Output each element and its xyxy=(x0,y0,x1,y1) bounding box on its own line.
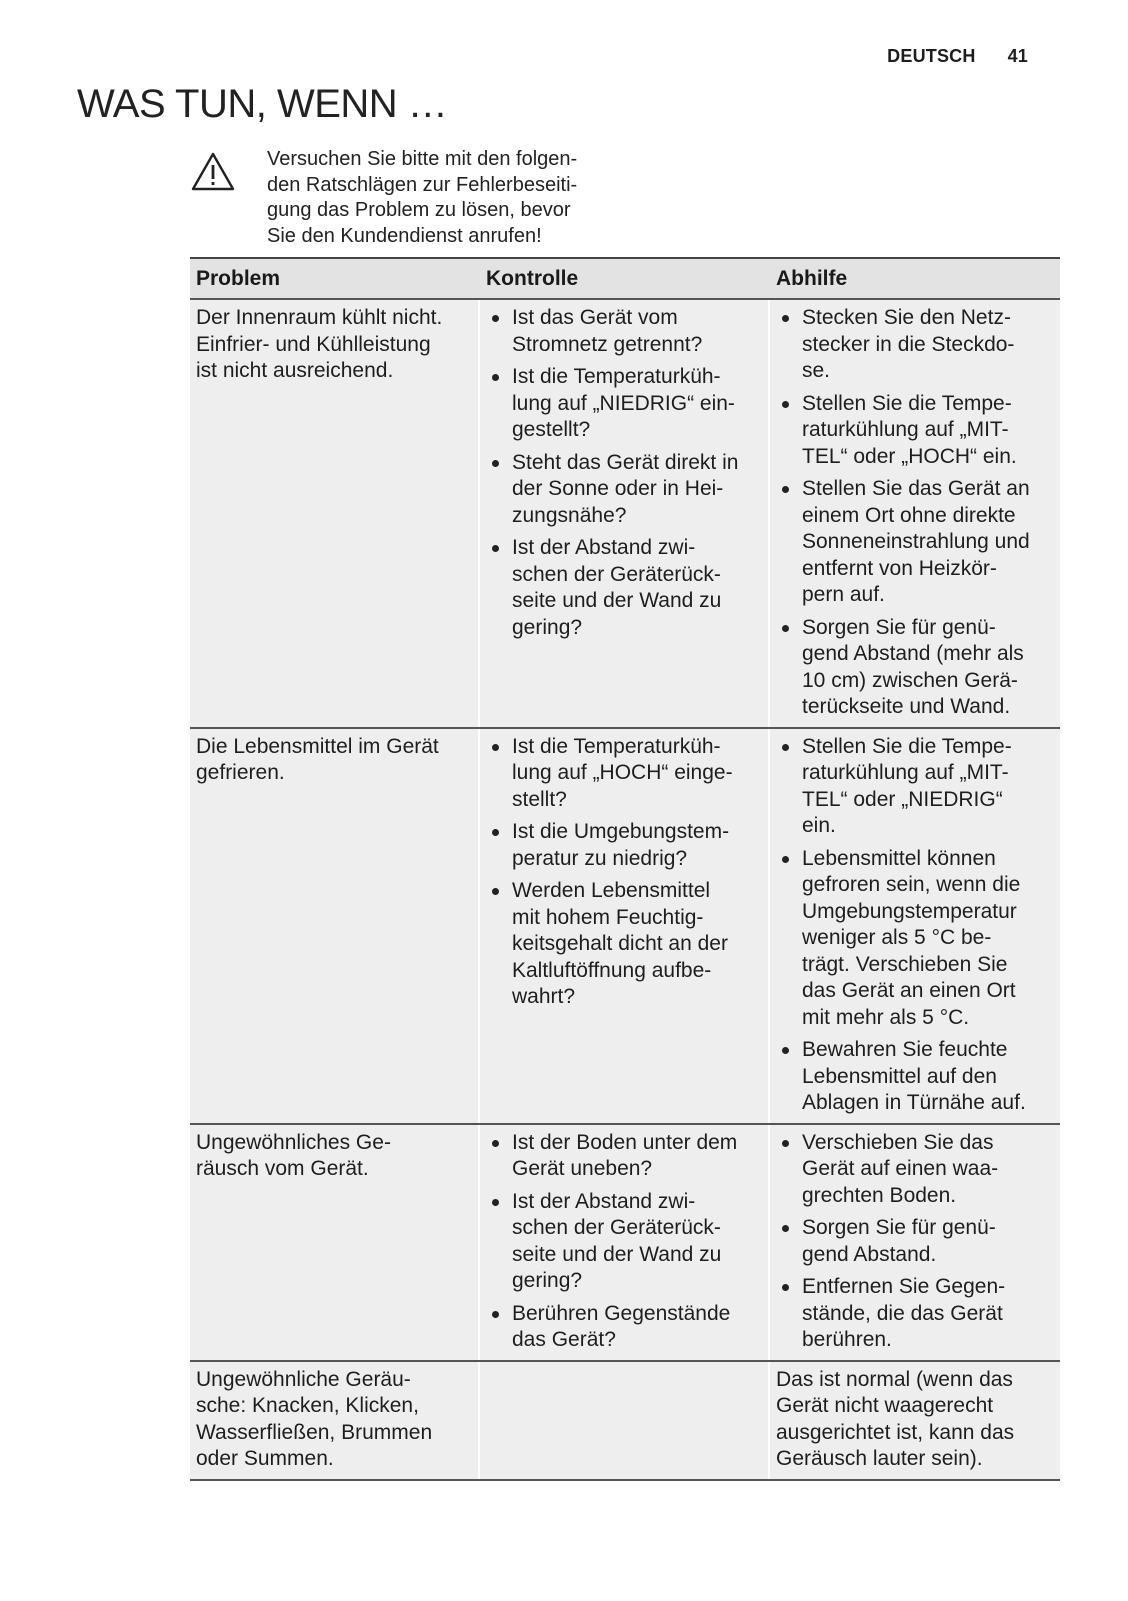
problem-line: Ungewöhnliches Ge- xyxy=(196,1130,391,1154)
abhilfe-bullet-item xyxy=(776,476,1054,609)
warning-line: Sie den Kundendienst anrufen! xyxy=(267,224,542,247)
bullet-line: Ist die Temperaturküh- xyxy=(512,365,721,388)
bullet-line: das Gerät? xyxy=(512,1328,616,1351)
bullet-line: Umgebungstemperatur xyxy=(802,899,1017,923)
problem-line: Ungewöhnliche Geräu- xyxy=(196,1367,411,1391)
kontrolle-bullet-item xyxy=(486,535,762,641)
bullet-line: der Sonne oder in Hei- xyxy=(512,477,724,500)
bullet-line: TEL“ oder „NIEDRIG“ xyxy=(802,787,1003,811)
bullet-line: TEL“ oder „HOCH“ ein. xyxy=(802,444,1017,468)
bullet-line: Verschieben Sie das xyxy=(802,1130,994,1154)
abhilfe-bullet-item xyxy=(776,391,1054,471)
bullet-line: Bewahren Sie feuchte xyxy=(802,1038,1008,1061)
bullet-line: gefroren sein, wenn die xyxy=(802,873,1021,896)
bullet-line: stecker in die Steckdo- xyxy=(802,332,1015,356)
abhilfe-line: ausgerichtet ist, kann das xyxy=(776,1420,1015,1444)
bullet-line: mit hohem Feuchtig- xyxy=(512,905,704,929)
problem-cell xyxy=(190,1125,480,1360)
bullet-line: berühren. xyxy=(802,1328,892,1351)
kontrolle-bullet-item xyxy=(486,305,762,358)
column-header-abhilfe: Abhilfe xyxy=(776,266,848,290)
page-number: 41 xyxy=(1007,46,1028,66)
bullet-line: einem Ort ohne direkte xyxy=(802,503,1016,527)
problem-line: räusch vom Gerät. xyxy=(196,1157,369,1180)
kontrolle-cell xyxy=(480,1125,770,1360)
column-header-kontrolle: Kontrolle xyxy=(486,266,579,290)
problem-cell xyxy=(190,729,480,1123)
bullet-line: ein. xyxy=(802,814,836,837)
bullet-line: Sorgen Sie für genü- xyxy=(802,1216,996,1239)
bullet-line: gend Abstand (mehr als xyxy=(802,642,1024,665)
abhilfe-bullet-item xyxy=(776,1130,1054,1210)
table-row xyxy=(190,1362,1060,1481)
abhilfe-cell xyxy=(770,1125,1060,1360)
troubleshooting-table xyxy=(190,257,1060,1481)
bullet-line: seite und der Wand zu xyxy=(512,589,722,612)
abhilfe-bullet-item xyxy=(776,734,1054,840)
bullet-line: Entfernen Sie Gegen- xyxy=(802,1275,1006,1298)
bullet-line: mit mehr als 5 °C. xyxy=(802,1005,970,1029)
bullet-line: raturkühlung auf „MIT- xyxy=(802,418,1009,441)
bullet-line: gend Abstand. xyxy=(802,1242,937,1266)
table-row xyxy=(190,300,1060,729)
bullet-line: gestellt? xyxy=(512,418,591,441)
kontrolle-bullet-item xyxy=(486,819,762,872)
bullet-line: Stellen Sie die Tempe- xyxy=(802,391,1012,415)
abhilfe-line: Geräusch lauter sein). xyxy=(776,1447,983,1470)
bullet-line: wahrt? xyxy=(512,985,576,1008)
bullet-line: gering? xyxy=(512,615,583,639)
bullet-line: Ist der Boden unter dem xyxy=(512,1130,738,1154)
bullet-line: Kaltluftöffnung aufbe- xyxy=(512,958,712,982)
bullet-line: Ist die Umgebungstem- xyxy=(512,820,730,843)
table-row xyxy=(190,729,1060,1125)
problem-cell xyxy=(190,300,480,727)
abhilfe-bullet-item xyxy=(776,1037,1054,1117)
abhilfe-bullet-item xyxy=(776,846,1054,1032)
bullet-line: Lebensmittel auf den xyxy=(802,1064,997,1088)
bullet-line: Ablagen in Türnähe auf. xyxy=(802,1091,1026,1114)
bullet-line: Stellen Sie die Tempe- xyxy=(802,734,1012,758)
abhilfe-bullet-item xyxy=(776,1215,1054,1268)
abhilfe-line: Das ist normal (wenn das xyxy=(776,1367,1013,1391)
warning-line: Versuchen Sie bitte mit den folgen- xyxy=(267,148,578,170)
bullet-line: Ist der Abstand zwi- xyxy=(512,1189,696,1213)
bullet-line: Sonneneinstrahlung und xyxy=(802,530,1030,553)
bullet-line: Steht das Gerät direkt in xyxy=(512,450,739,474)
warning-line: gung das Problem zu lösen, bevor xyxy=(267,199,571,221)
table-row xyxy=(190,1125,1060,1362)
problem-line: Wasserfließen, Brummen xyxy=(196,1420,433,1444)
bullet-line: terückseite und Wand. xyxy=(802,695,1011,718)
bullet-line: stellt? xyxy=(512,787,567,811)
problem-line: sche: Knacken, Klicken, xyxy=(196,1394,419,1417)
kontrolle-bullet-item xyxy=(486,878,762,1011)
warning-text xyxy=(267,147,612,249)
bullet-line: Berühren Gegenstände xyxy=(512,1301,731,1325)
bullet-line: gering? xyxy=(512,1269,583,1292)
bullet-line: seite und der Wand zu xyxy=(512,1242,722,1266)
bullet-line: entfernt von Heizkör- xyxy=(802,556,997,580)
bullet-line: Gerät auf einen waa- xyxy=(802,1157,999,1180)
language-label: DEUTSCH xyxy=(887,46,976,66)
bullet-line: das Gerät an einen Ort xyxy=(802,979,1016,1002)
kontrolle-cell xyxy=(480,300,770,727)
problem-line: Die Lebensmittel im Gerät xyxy=(196,734,439,758)
bullet-line: Ist die Temperaturküh- xyxy=(512,734,721,758)
kontrolle-cell xyxy=(480,729,770,1123)
bullet-line: Sorgen Sie für genü- xyxy=(802,615,996,639)
bullet-line: schen der Geräterück- xyxy=(512,1216,721,1239)
kontrolle-bullet-item xyxy=(486,1301,762,1354)
bullet-line: se. xyxy=(802,359,831,382)
abhilfe-bullet-item xyxy=(776,1274,1054,1354)
problem-line: gefrieren. xyxy=(196,761,285,784)
abhilfe-bullet-item xyxy=(776,615,1054,721)
problem-line: oder Summen. xyxy=(196,1447,334,1470)
abhilfe-cell xyxy=(770,300,1060,727)
warning-line: den Ratschlägen zur Fehlerbeseiti- xyxy=(267,173,578,196)
page-header xyxy=(887,46,1028,67)
warning-triangle-icon xyxy=(190,151,236,193)
bullet-line: schen der Geräterück- xyxy=(512,562,721,586)
warning-box xyxy=(190,147,610,247)
abhilfe-bullet-item xyxy=(776,305,1054,385)
bullet-line: Stromnetz getrennt? xyxy=(512,332,703,356)
abhilfe-cell xyxy=(770,729,1060,1123)
abhilfe-line: Gerät nicht waagerecht xyxy=(776,1394,994,1417)
bullet-line: peratur zu niedrig? xyxy=(512,846,688,870)
problem-cell xyxy=(190,1362,480,1479)
bullet-line: Gerät uneben? xyxy=(512,1157,653,1180)
kontrolle-bullet-item xyxy=(486,1130,762,1183)
bullet-line: Ist der Abstand zwi- xyxy=(512,536,696,559)
bullet-line: weniger als 5 °C be- xyxy=(802,926,992,949)
bullet-line: pern auf. xyxy=(802,583,885,606)
bullet-line: lung auf „HOCH“ einge- xyxy=(512,761,733,784)
kontrolle-bullet-item xyxy=(486,364,762,444)
problem-line: ist nicht ausreichend. xyxy=(196,359,394,382)
bullet-line: Ist das Gerät vom xyxy=(512,306,678,329)
column-header-problem: Problem xyxy=(196,266,281,290)
problem-line: Der Innenraum kühlt nicht. xyxy=(196,306,443,329)
bullet-line: Stecken Sie den Netz- xyxy=(802,306,1011,329)
kontrolle-bullet-item xyxy=(486,1189,762,1295)
kontrolle-bullet-item xyxy=(486,734,762,814)
bullet-line: keitsgehalt dicht an der xyxy=(512,932,728,955)
bullet-line: grechten Boden. xyxy=(802,1183,957,1207)
table-body xyxy=(190,300,1060,1481)
bullet-line: trägt. Verschieben Sie xyxy=(802,952,1008,976)
bullet-line: lung auf „NIEDRIG“ ein- xyxy=(512,391,735,415)
bullet-line: zungsnähe? xyxy=(512,503,627,527)
page-title: WAS TUN, WENN … xyxy=(77,82,448,126)
bullet-line: Werden Lebensmittel xyxy=(512,879,711,902)
bullet-line: Lebensmittel können xyxy=(802,846,996,870)
bullet-line: stände, die das Gerät xyxy=(802,1301,1003,1325)
table-header-row xyxy=(190,259,1060,300)
bullet-line: Stellen Sie das Gerät an xyxy=(802,477,1030,500)
bullet-line: 10 cm) zwischen Gerä- xyxy=(802,668,1018,692)
kontrolle-cell xyxy=(480,1362,770,1479)
kontrolle-bullet-item xyxy=(486,450,762,530)
bullet-line: raturkühlung auf „MIT- xyxy=(802,761,1009,784)
abhilfe-cell xyxy=(770,1362,1060,1479)
problem-line: Einfrier- und Kühlleistung xyxy=(196,332,431,356)
